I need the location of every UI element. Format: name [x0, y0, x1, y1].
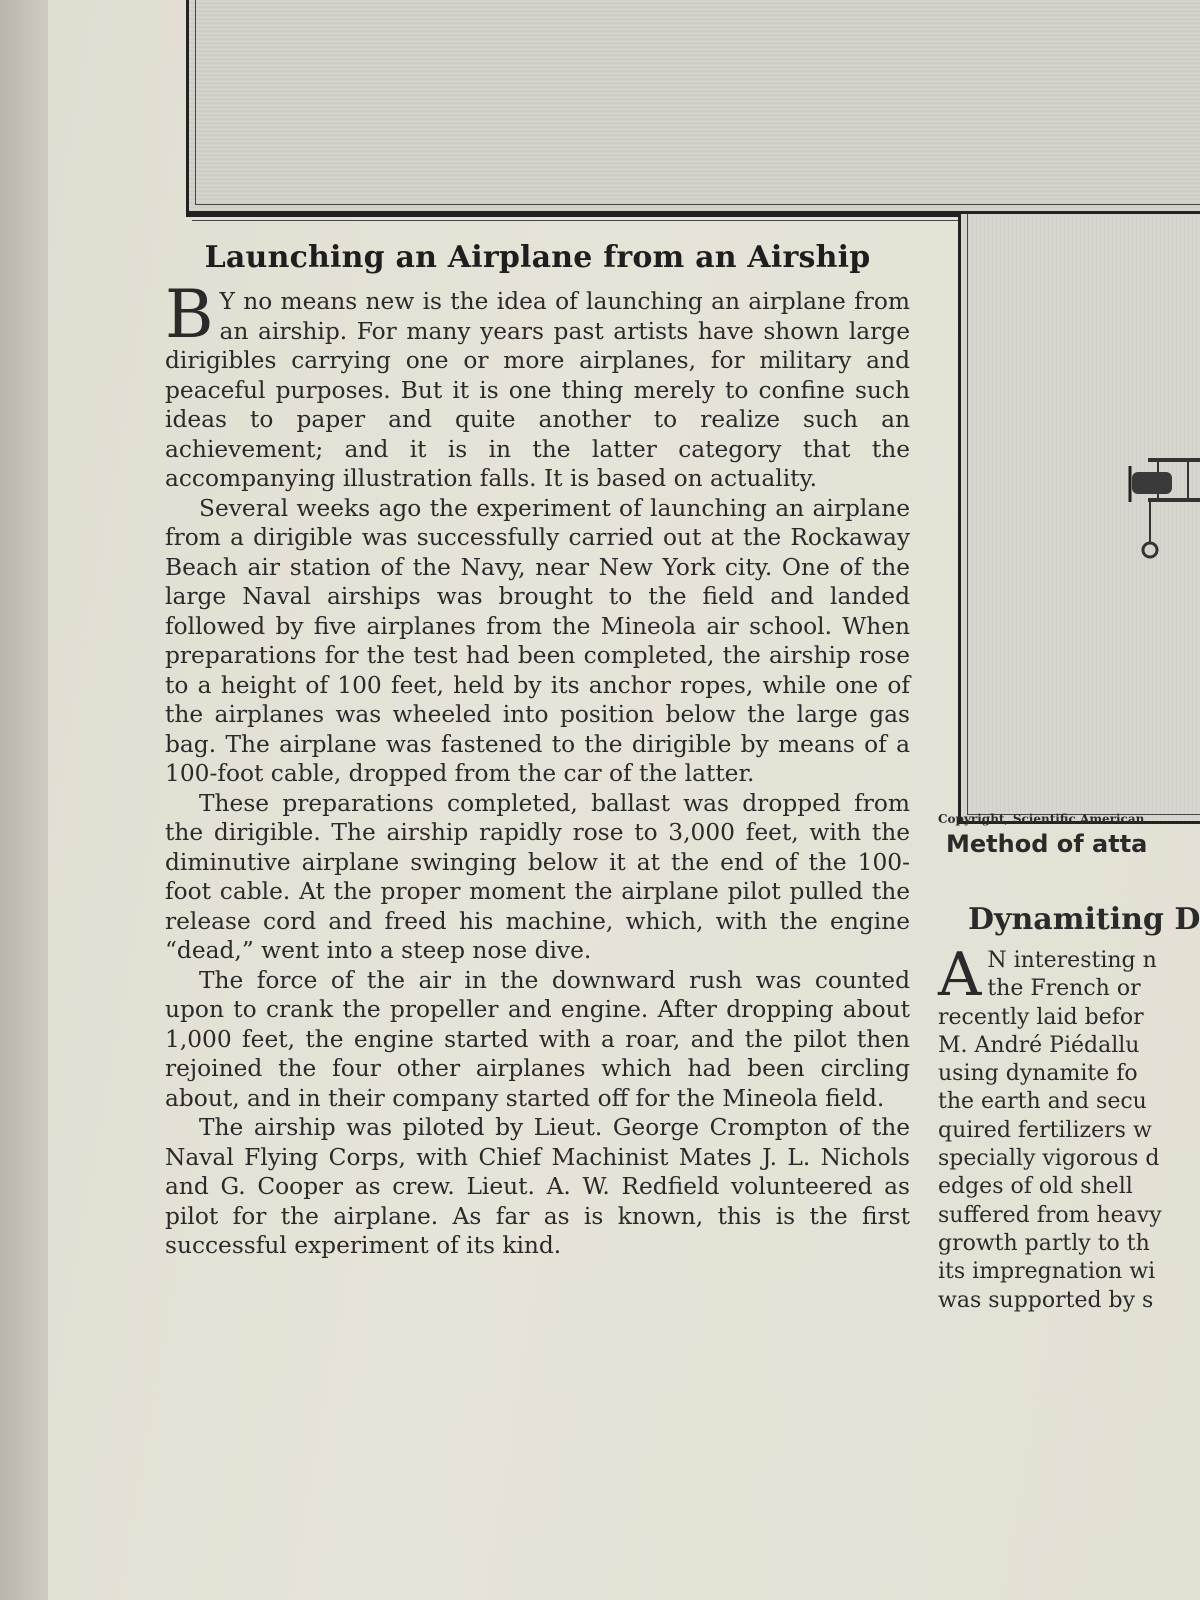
article — [165, 240, 910, 1261]
drop-cap: B — [165, 276, 214, 353]
text-line: quired fertilizers w — [938, 1117, 1152, 1143]
text-line: edges of old shell — [938, 1174, 1133, 1200]
second-article-headline: Dynamiting D — [968, 902, 1200, 937]
second-article-body — [938, 940, 1200, 1315]
text-line: the French or — [987, 976, 1141, 1002]
article-paragraph-4: The force of the air in the downward rush was counted upon to crank the propeller and engine. After dropping about 1,000 feet, the engine started with a roar, and the pilot then rejoined the four other airplanes which had been circling about, and in their company started off for the Mineola field. — [165, 966, 910, 1112]
text-line: growth partly to th — [938, 1230, 1150, 1256]
text-line: specially vigorous d — [938, 1146, 1160, 1172]
drop-cap: A — [938, 940, 982, 1010]
photo-caption: Method of atta — [946, 830, 1148, 858]
paragraph-1-text: Y no means new is the idea of launching an airplane from an airship. For many years past artists have shown large dirigibles carrying one or more airplanes, for military and peaceful purposes. But it is one thing merely to confine such ideas to paper and quite another to realize such an achievement; and it is in the latter category that the accompanying illustration falls. It is based on actuality. — [165, 288, 910, 492]
text-line: was supported by s — [938, 1287, 1154, 1313]
top-photograph — [186, 0, 1200, 214]
frame-border — [186, 214, 958, 217]
page-edge-shadow — [0, 0, 48, 1600]
text-line: M. André Piédallu — [938, 1032, 1140, 1058]
text-line: the earth and secu — [938, 1089, 1147, 1115]
article-headline: Launching an Airplane from an Airship — [204, 240, 871, 275]
article-paragraph-2: Several weeks ago the experiment of launching an airplane from a dirigible was successfully carried out at the Rockaway Beach air station of the Navy, near New York city. One of the large Naval airships was brought to the field and landed followed by five airplanes from the Mineola air school. When preparations for the test had been completed, the airship rose to a height of 100 feet, held by its anchor ropes, while one of the airplanes was wheeled into position below the large gas bag. The airplane was fastened to the dirigible by means of a 100-foot cable, dropped from the car of the latter. — [165, 494, 910, 787]
photo-copyright: Copyright, Scientific American — [938, 812, 1145, 826]
article-paragraph-1 — [165, 276, 910, 494]
frame-border-inner — [192, 220, 958, 221]
text-line: using dynamite fo — [938, 1061, 1138, 1087]
text-line: suffered from heavy — [938, 1202, 1162, 1228]
right-column — [938, 812, 1200, 1315]
article-paragraph-5: The airship was piloted by Lieut. George Crompton of the Naval Flying Corps, with Chief Machinist Mates J. L. Nichols and G. Cooper as crew. Lieut. A. W. Redfield volunteered as pilot for the airplane. As far as is known, this is the first successful experiment of its kind. — [165, 1114, 910, 1259]
article-paragraph-3: These preparations completed, ballast was dropped from the dirigible. The airship rapidly rose to 3,000 feet, with the diminutive airplane swinging below it at the end of the 100-foot cable. At the proper moment the airplane pilot pulled the release cord and freed his machine, which, with the engine “dead,” went into a steep nose dive. — [165, 789, 910, 964]
text-line: N interesting n — [987, 948, 1157, 973]
text-line: recently laid befor — [938, 1004, 1144, 1030]
biplane-illustration — [1128, 438, 1200, 568]
text-line: its impregnation wi — [938, 1259, 1156, 1285]
